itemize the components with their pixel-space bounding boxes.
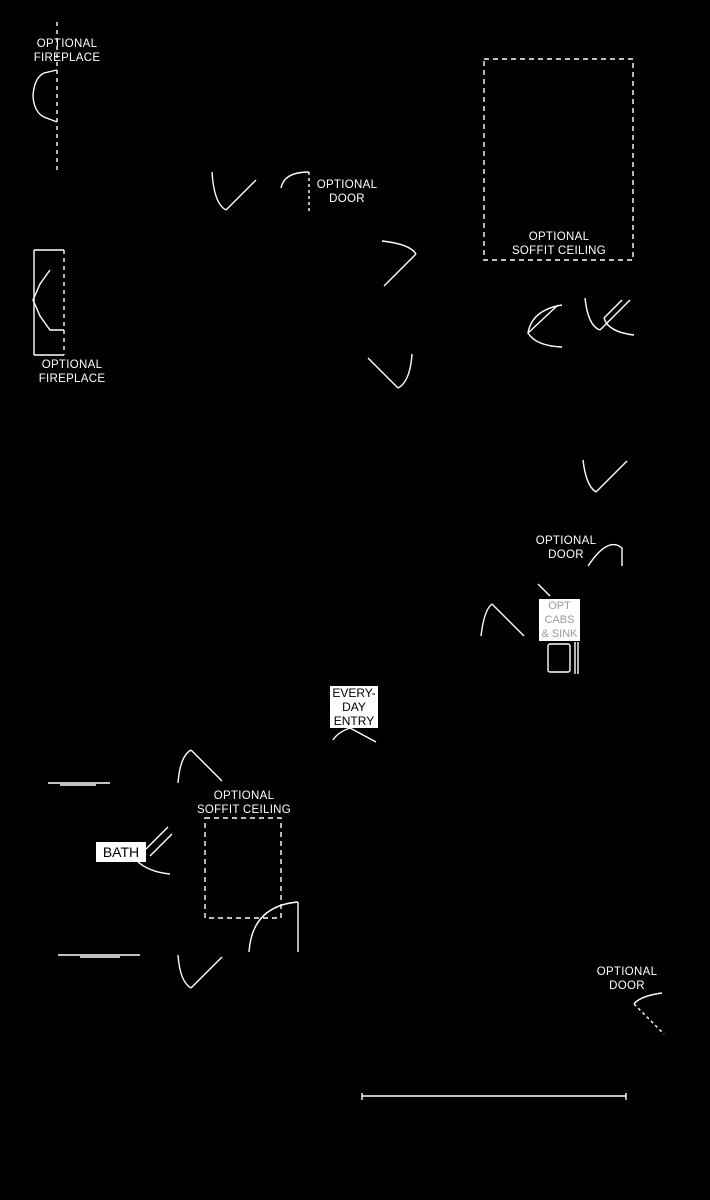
soffit-ceiling-top — [484, 59, 633, 260]
optional-sink-symbol — [548, 642, 578, 674]
door-swing-10 — [249, 902, 298, 952]
door-swing-2 — [382, 241, 416, 286]
label-optional-fireplace-top: OPTIONAL FIREPLACE — [33, 38, 101, 64]
label-optional-soffit-top: OPTIONAL SOFFIT CEILING — [511, 231, 607, 257]
door-swing-6 — [583, 460, 627, 492]
label-bath: BATH — [96, 842, 146, 862]
door-swing-optional-top — [281, 172, 309, 214]
label-optional-soffit-bottom: OPTIONAL SOFFIT CEILING — [196, 790, 292, 816]
door-swing-optional-bottom — [634, 993, 664, 1034]
door-swing-5 — [585, 298, 634, 335]
label-everyday-entry: EVERY- DAY ENTRY — [330, 686, 378, 728]
door-swing-8 — [333, 728, 376, 742]
wall-fragments — [48, 783, 626, 1100]
door-swing-1 — [212, 172, 256, 210]
label-opt-cabs-sink: OPT CABS & SINK — [539, 599, 580, 641]
label-optional-door-mid: OPTIONAL DOOR — [535, 535, 597, 561]
fireplace-mid-symbol — [33, 250, 64, 355]
label-optional-door-top: OPTIONAL DOOR — [316, 179, 378, 205]
label-optional-door-bottom: OPTIONAL DOOR — [596, 966, 658, 992]
soffit-ceiling-bottom — [205, 818, 281, 918]
label-optional-fireplace-mid: OPTIONAL FIREPLACE — [38, 359, 106, 385]
door-swing-9 — [178, 750, 222, 783]
door-swing-3 — [368, 354, 412, 388]
door-swing-11 — [178, 955, 222, 988]
door-swing-4 — [528, 305, 562, 347]
